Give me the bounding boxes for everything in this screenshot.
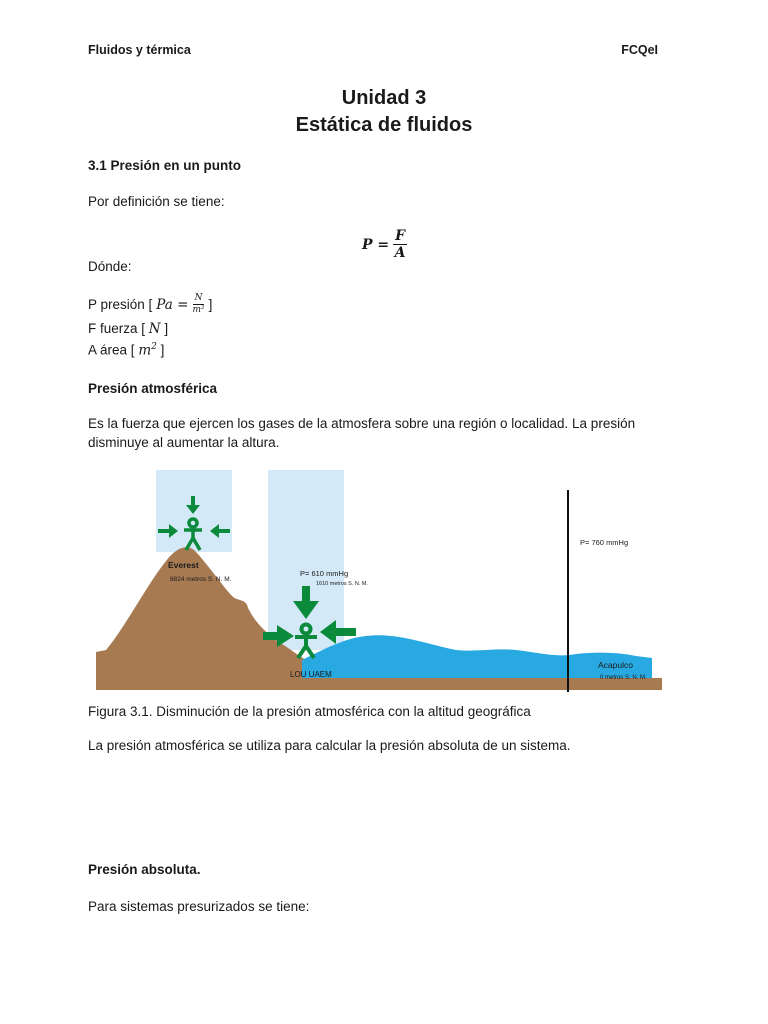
def-area bbox=[88, 342, 164, 359]
header-right: FCQeI bbox=[621, 43, 658, 57]
atmos-paragraph-2: disminuye al aumentar la altura. bbox=[88, 435, 280, 450]
everest-altitude: 8824 metros S. N. M. bbox=[170, 576, 232, 583]
def-pressure-den: m² bbox=[192, 305, 205, 315]
def-force-close: ] bbox=[164, 321, 169, 336]
def-force bbox=[88, 321, 168, 337]
def-pressure-close: ] bbox=[208, 297, 213, 312]
def-area-label: A área [ bbox=[88, 342, 135, 358]
def-pressure-fraction bbox=[192, 294, 204, 315]
def-force-label: F fuerza [ bbox=[88, 321, 146, 336]
def-area-unit: m bbox=[138, 342, 152, 359]
def-pressure-unit: Pa = bbox=[156, 296, 189, 313]
altitude-pressure-figure bbox=[96, 466, 662, 704]
lou-pressure: P= 610 mmHg bbox=[300, 569, 349, 578]
acapulco-altitude: 0 metros S. N. M. bbox=[600, 675, 647, 681]
formula-denominator: A bbox=[394, 245, 406, 261]
sea-water bbox=[302, 635, 652, 678]
unit-subtitle: Estática de fluidos bbox=[295, 114, 473, 136]
def-pressure-num: N bbox=[194, 293, 203, 303]
header-left: Fluidos y térmica bbox=[88, 43, 191, 57]
def-force-unit: N bbox=[148, 321, 161, 337]
atmos-paragraph-1: Es la fuerza que ejercen los gases de la atmosfera sobre una región o localidad. La presión bbox=[88, 416, 636, 431]
lou-altitude: 1610 metros S. N. M. bbox=[316, 581, 368, 587]
formula-fraction bbox=[393, 229, 407, 260]
acapulco-label: Acapulco bbox=[598, 660, 633, 670]
donde-label: Dónde: bbox=[88, 259, 132, 274]
everest-label: Everest bbox=[168, 560, 199, 570]
formula-numerator: F bbox=[395, 228, 406, 244]
absolute-heading: Presión absoluta. bbox=[88, 862, 201, 877]
def-pressure bbox=[88, 294, 212, 315]
atmos-heading: Presión atmosférica bbox=[88, 381, 218, 396]
definition-intro: Por definición se tiene: bbox=[88, 194, 225, 209]
def-area-close: ] bbox=[160, 342, 165, 358]
formula-lhs: P = bbox=[362, 236, 390, 253]
def-area-sup: 2 bbox=[151, 342, 157, 352]
absolute-text: Para sistemas presurizados se tiene: bbox=[88, 899, 310, 914]
pressure-formula bbox=[362, 229, 407, 260]
section-heading: 3.1 Presión en un punto bbox=[88, 158, 242, 173]
figure-caption: Figura 3.1. Disminución de la presión atmosférica con la altitud geográfica bbox=[88, 704, 531, 719]
absolute-intro: La presión atmosférica se utiliza para calcular la presión absoluta de un sistema. bbox=[88, 738, 571, 753]
acapulco-pressure: P= 760 mmHg bbox=[580, 538, 629, 547]
unit-title: Unidad 3 bbox=[341, 87, 427, 109]
def-pressure-label: P presión [ bbox=[88, 297, 153, 312]
lou-label: LOU UAEM bbox=[290, 670, 332, 679]
